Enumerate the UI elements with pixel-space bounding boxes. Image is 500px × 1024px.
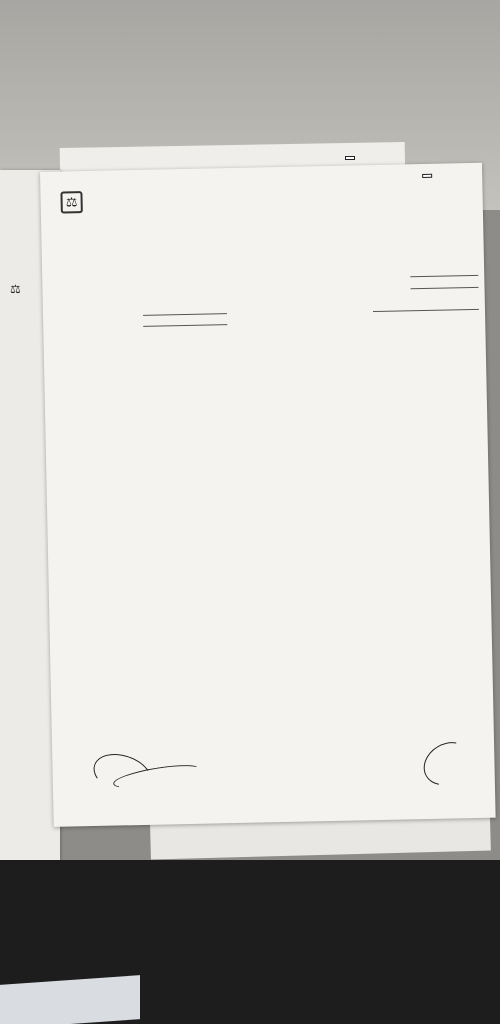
meter-readings-table	[68, 662, 488, 683]
back-sheet-code	[345, 156, 355, 160]
document-code	[422, 174, 432, 178]
branch-line	[345, 185, 480, 188]
so-underline	[410, 275, 478, 277]
document-sheet	[40, 163, 496, 827]
branch-info	[345, 185, 480, 188]
background-object	[0, 975, 140, 1024]
back-sheet: ⚖	[0, 170, 60, 860]
branch-line	[345, 185, 480, 188]
import-tanks-table	[64, 335, 483, 378]
branch-line	[345, 185, 480, 188]
scale-icon: ⚖	[60, 191, 82, 213]
branch-line	[345, 185, 480, 188]
port-underline	[373, 309, 479, 312]
related-tanks-table	[66, 461, 485, 506]
signature-inspector	[416, 734, 479, 794]
company-logo	[60, 191, 88, 214]
branch-line	[345, 185, 480, 188]
ngay-underline	[411, 287, 479, 289]
cargo-underline	[143, 324, 227, 327]
vessel-underline	[143, 313, 227, 316]
branch-line	[345, 185, 480, 188]
